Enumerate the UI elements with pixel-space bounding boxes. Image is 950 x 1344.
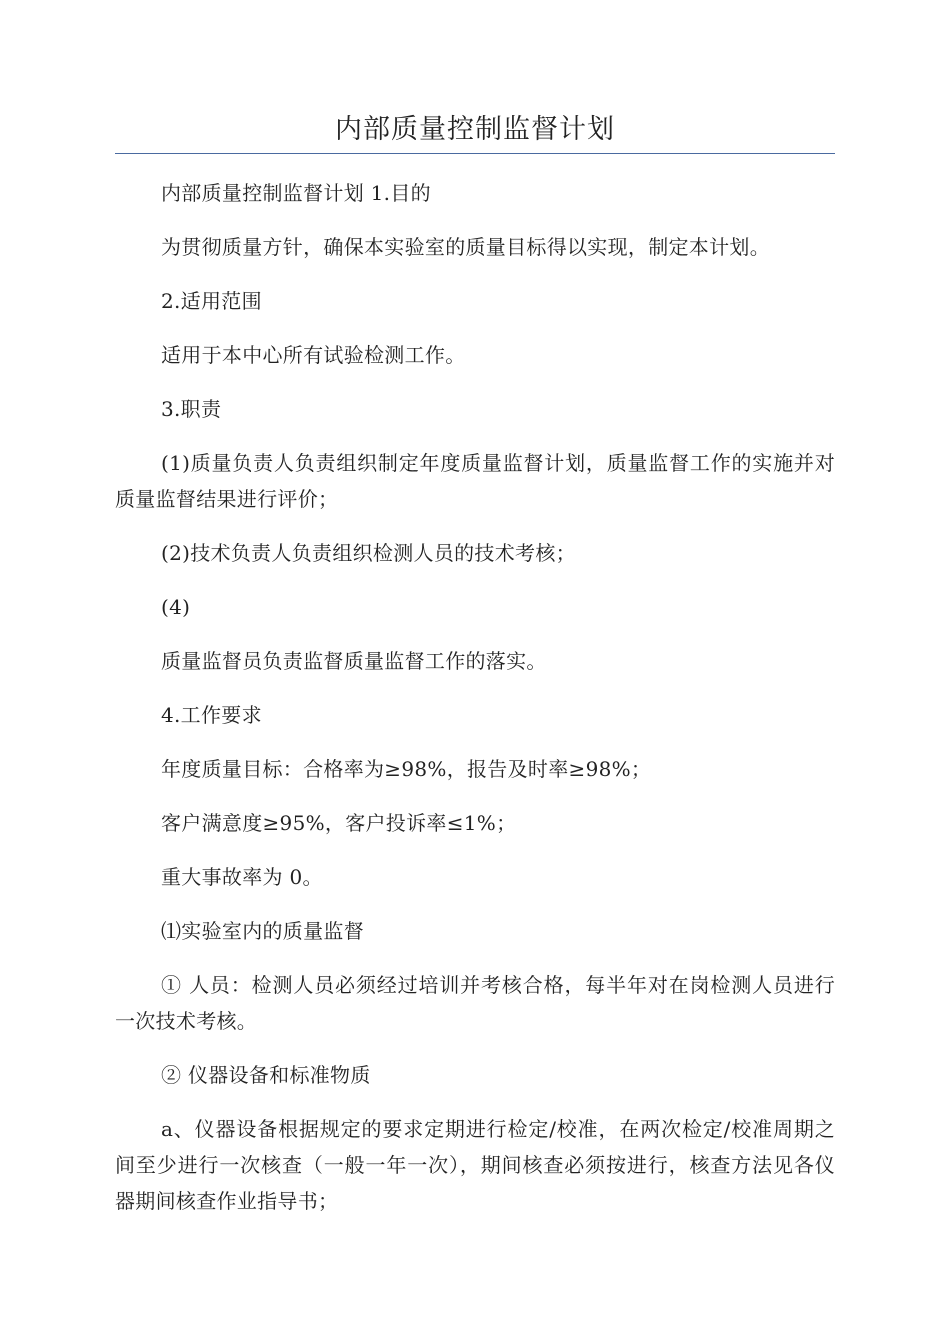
paragraph-duty-1: (1)质量负责人负责组织制定年度质量监督计划，质量监督工作的实施并对质量监督结果进行评价； [115, 451, 835, 511]
paragraph-duty-4-number: (4) [161, 595, 191, 619]
paragraph-purpose: 为贯彻质量方针，确保本实验室的质量目标得以实现，制定本计划。 [161, 235, 770, 259]
document-body [115, 175, 835, 1237]
paragraph-lab-supervision-heading: ⑴实验室内的质量监督 [161, 919, 364, 943]
paragraph-equipment-calibration: a、仪器设备根据规定的要求定期进行检定/校准，在两次检定/校准周期之间至少进行一次核查（一般一年一次），期间核查必须按进行，核查方法见各仪器期间核查作业指导书； [115, 1117, 835, 1213]
paragraph-scope-heading: 2.适用范围 [161, 289, 262, 313]
paragraph-equipment-heading: ② 仪器设备和标准物质 [161, 1063, 371, 1087]
paragraph-accident-rate: 重大事故率为 0。 [161, 865, 323, 889]
paragraph-duties-heading: 3.职责 [161, 397, 222, 421]
title-underline [115, 153, 835, 154]
paragraph-annual-targets: 年度质量目标：合格率为≥98%，报告及时率≥98%； [161, 757, 652, 781]
paragraph-duty-2: (2)技术负责人负责组织检测人员的技术考核； [161, 541, 576, 565]
paragraph-duty-4: 质量监督员负责监督质量监督工作的落实。 [161, 649, 547, 673]
paragraph-requirements-heading: 4.工作要求 [161, 703, 262, 727]
paragraph-purpose-heading: 内部质量控制监督计划 1.目的 [161, 181, 431, 205]
paragraph-customer-targets: 客户满意度≥95%，客户投诉率≤1%； [161, 811, 517, 835]
paragraph-personnel: ① 人员：检测人员必须经过培训并考核合格，每半年对在岗检测人员进行一次技术考核。 [115, 973, 835, 1033]
document-title: 内部质量控制监督计划 [335, 114, 615, 145]
paragraph-scope: 适用于本中心所有试验检测工作。 [161, 343, 466, 367]
